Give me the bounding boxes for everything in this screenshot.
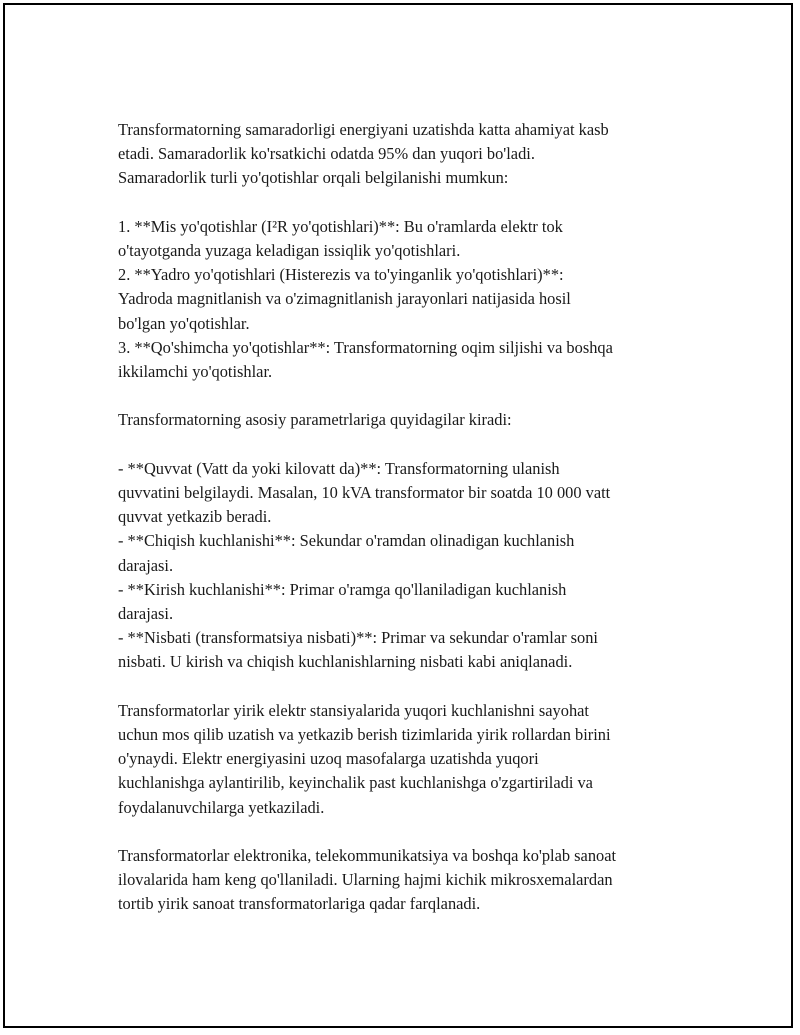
text-line: darajasi.: [118, 604, 174, 624]
text-line: Transformatorning asosiy parametrlariga quyidagilar kiradi:: [118, 410, 512, 430]
paragraph: [118, 699, 688, 820]
text-line: Samaradorlik turli yo'qotishlar orqali belgilanishi mumkun:: [118, 168, 509, 188]
paragraph: [118, 457, 688, 675]
paragraph-spacer: [118, 820, 688, 844]
paragraph-spacer: [118, 433, 688, 457]
text-line: 1. **Mis yo'qotishlar (I²R yo'qotishlari)**: Bu o'ramlarda elektr tok: [118, 216, 563, 236]
text-line: 3. **Qo'shimcha yo'qotishlar**: Transformatorning oqim siljishi va boshqa: [118, 337, 613, 357]
paragraph-spacer: [118, 384, 688, 408]
text-line: - **Nisbati (transformatsiya nisbati)**: Primar va sekundar o'ramlar soni: [118, 628, 598, 648]
text-line: - **Kirish kuchlanishi**: Primar o'ramga qo'llaniladigan kuchlanish: [118, 579, 567, 599]
text-line: quvvat yetkazib beradi.: [118, 507, 272, 527]
paragraph-spacer: [118, 675, 688, 699]
text-line: kuchlanishga aylantirilib, keyinchalik past kuchlanishga o'zgartiriladi va: [118, 773, 593, 793]
text-line: uchun mos qilib uzatish va yetkazib berish tizimlarida yirik rollardan birini: [118, 725, 611, 745]
paragraph-spacer: [118, 191, 688, 215]
paragraph: [118, 408, 688, 432]
paragraph: [118, 844, 688, 917]
paragraph: [118, 215, 688, 384]
text-line: nisbati. U kirish va chiqish kuchlanishlarning nisbati kabi aniqlanadi.: [118, 652, 573, 672]
text-line: o'ynaydi. Elektr energiyasini uzoq masofalarga uzatishda yuqori: [118, 749, 539, 769]
text-line: Transformatorning samaradorligi energiyani uzatishda katta ahamiyat kasb: [118, 120, 609, 139]
text-line: foydalanuvchilarga yetkaziladi.: [118, 797, 325, 817]
text-line: Transformatorlar elektronika, telekommunikatsiya va boshqa ko'plab sanoat: [118, 846, 617, 866]
text-line: - **Chiqish kuchlanishi**: Sekundar o'ramdan olinadigan kuchlanish: [118, 531, 575, 551]
text-line: etadi. Samaradorlik ko'rsatkichi odatda 95% dan yuqori bo'ladi.: [118, 144, 535, 164]
text-line: ilovalarida ham keng qo'llaniladi. Ularning hajmi kichik mikrosxemalardan: [118, 870, 613, 890]
text-line: Yadroda magnitlanish va o'zimagnitlanish jarayonlari natijasida hosil: [118, 289, 571, 309]
text-line: quvvatini belgilaydi. Masalan, 10 kVA transformator bir soatda 10 000 vatt: [118, 483, 611, 502]
text-line: bo'lgan yo'qotishlar.: [118, 313, 250, 333]
text-line: tortib yirik sanoat transformatorlariga qadar farqlanadi.: [118, 894, 481, 914]
text-line: o'tayotganda yuzaga keladigan issiqlik yo'qotishlari.: [118, 241, 461, 260]
text-line: 2. **Yadro yo'qotishlari (Histerezis va to'yinganlik yo'qotishlari)**:: [118, 265, 564, 285]
document-body: [118, 118, 688, 917]
text-line: ikkilamchi yo'qotishlar.: [118, 362, 273, 382]
text-line: Transformatorlar yirik elektr stansiyalarida yuqori kuchlanishni sayohat: [118, 700, 589, 720]
text-line: - **Quvvat (Vatt da yoki kilovatt da)**: Transformatorning ulanish: [118, 458, 560, 478]
text-line: darajasi.: [118, 555, 174, 575]
paragraph: [118, 118, 688, 191]
